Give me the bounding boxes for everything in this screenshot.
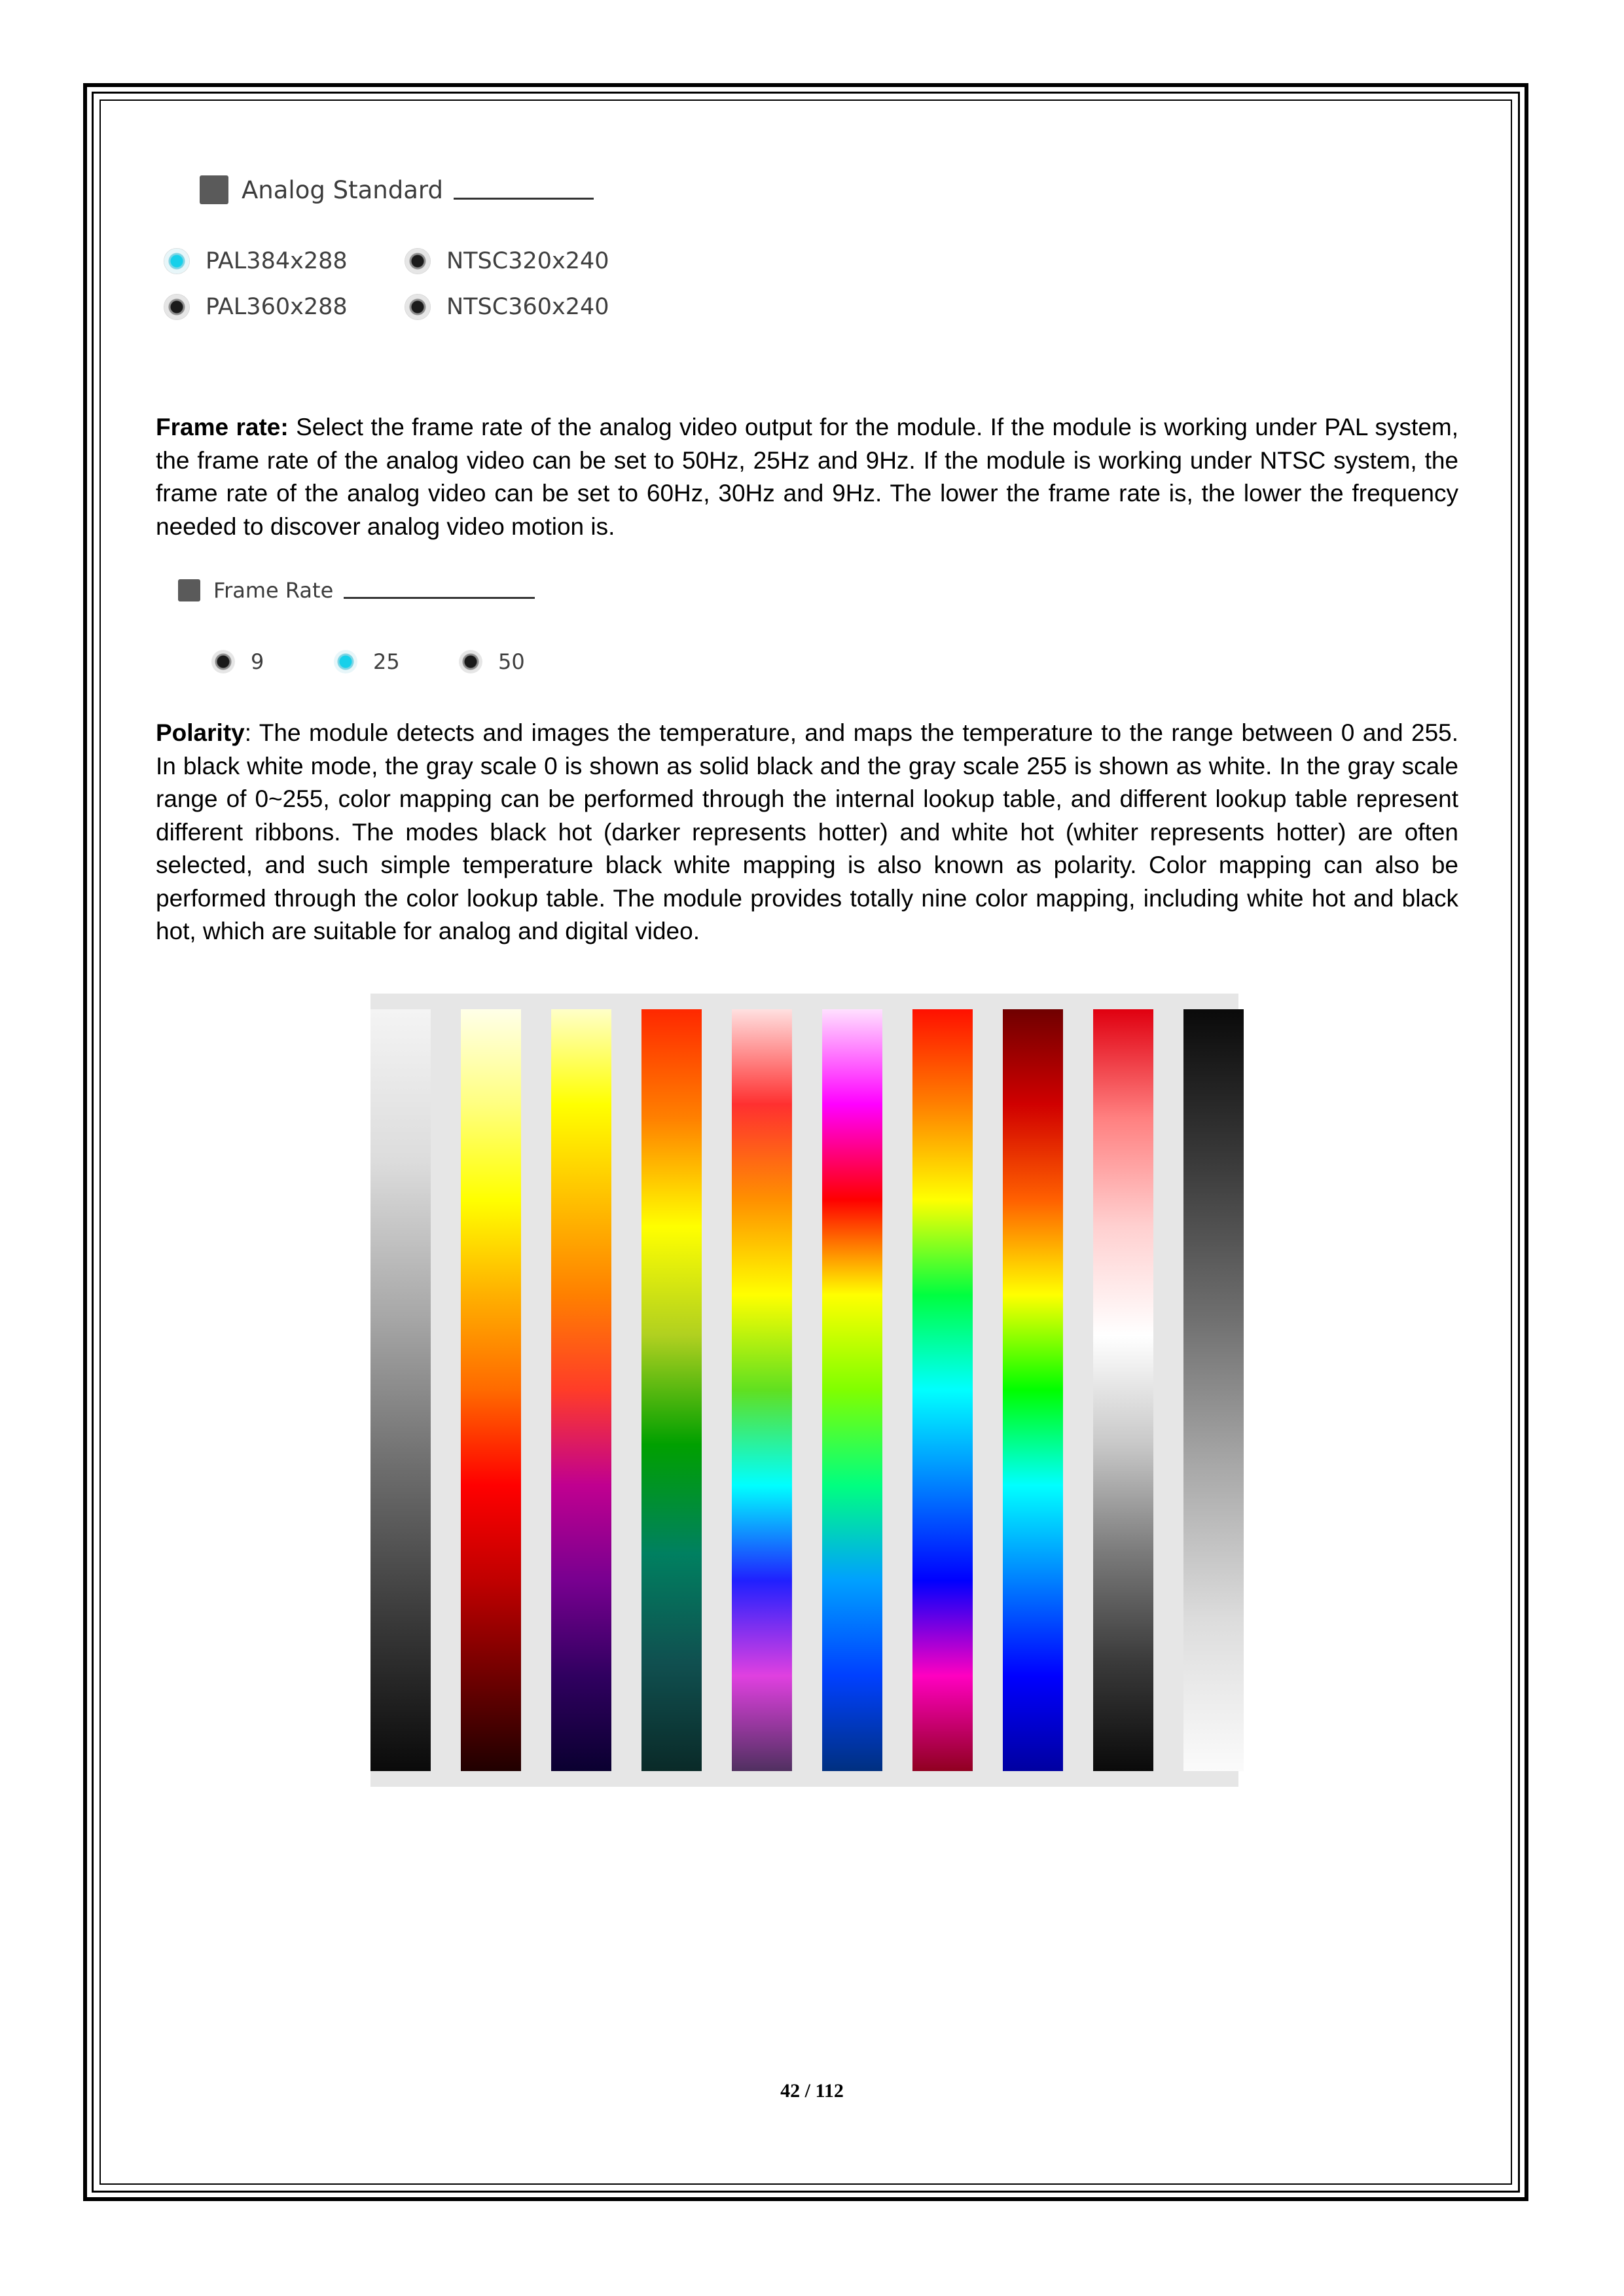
frame-rate-term: Frame rate: (156, 414, 289, 440)
radio-pal360x288[interactable] (164, 294, 348, 320)
radio-label: PAL360x288 (206, 294, 348, 320)
radio-label: 9 (251, 649, 264, 674)
radio-unselected-icon (405, 248, 431, 274)
radio-unselected-icon (459, 650, 482, 673)
frame-rate-header (178, 578, 535, 603)
radio-frame-rate-9[interactable] (211, 649, 264, 674)
section-square-icon (200, 175, 228, 204)
radio-pal384x288[interactable] (164, 248, 348, 274)
frame-rate-description: Select the frame rate of the analog video output for the module. If the module is working under PAL system, the frame rate of the analog video can be set to 50Hz, 25Hz and 9Hz. If the module is working under NTSC system, the frame rate of the analog video can be set to 60Hz, 30Hz and 9Hz. The lower the frame rate is, the lower the frequency needed to discover analog video motion is. (156, 414, 1459, 540)
palette-ribbon-red-white-gray (1093, 1009, 1153, 1771)
palette-ribbon-black-hot (1183, 1009, 1244, 1771)
radio-unselected-icon (164, 294, 190, 320)
analog-standard-title: Analog Standard (242, 175, 443, 204)
frame-rate-title: Frame Rate (213, 578, 334, 603)
section-rule (454, 198, 594, 200)
color-palette-ribbons (370, 994, 1238, 1787)
radio-frame-rate-50[interactable] (459, 649, 525, 674)
section-square-icon (178, 579, 200, 601)
radio-label: PAL384x288 (206, 248, 348, 274)
frame-rate-paragraph (156, 411, 1458, 543)
palette-ribbon-magenta-rainbow (822, 1009, 882, 1771)
analog-standard-header (200, 175, 594, 204)
radio-ntsc320x240[interactable] (405, 248, 609, 274)
palette-ribbon-rainbow-teal (641, 1009, 702, 1771)
page-number: 42 / 112 (780, 2080, 844, 2102)
radio-unselected-icon (405, 294, 431, 320)
polarity-description: : The module detects and images the temperature, and maps the temperature to the range between 0 and 255. In black white mode, the gray scale 0 is shown as solid black and the gray scale 255 is shown as white. In the gray scale range of 0~255, color mapping can be performed through the internal lookup table, and different lookup table represent different ribbons. The modes black hot (darker represents hotter) and white hot (whiter represents hotter) are often selected, and such simple temperature black white mapping is also known as polarity. Color mapping can also be performed through the color lookup table. The module provides totally nine color mapping, including white hot and black hot, which are suitable for analog and digital video. (156, 719, 1458, 944)
palette-ribbon-rainbow-pastel (732, 1009, 792, 1771)
radio-selected-icon (334, 650, 357, 673)
section-rule (344, 597, 535, 599)
radio-label: 25 (373, 649, 400, 674)
radio-ntsc360x240[interactable] (405, 294, 609, 320)
palette-ribbon-iron (461, 1009, 521, 1771)
radio-selected-icon (164, 248, 190, 274)
palette-ribbon-white-hot (370, 1009, 431, 1771)
radio-label: 50 (498, 649, 525, 674)
palette-ribbon-lava (1003, 1009, 1063, 1771)
radio-label: NTSC360x240 (446, 294, 609, 320)
palette-ribbon-rainbow-reverse (912, 1009, 973, 1771)
radio-unselected-icon (211, 650, 235, 673)
palette-ribbon-hot-purple (551, 1009, 611, 1771)
polarity-paragraph (156, 717, 1458, 948)
polarity-term: Polarity (156, 719, 245, 746)
radio-label: NTSC320x240 (446, 248, 609, 274)
radio-frame-rate-25[interactable] (334, 649, 400, 674)
